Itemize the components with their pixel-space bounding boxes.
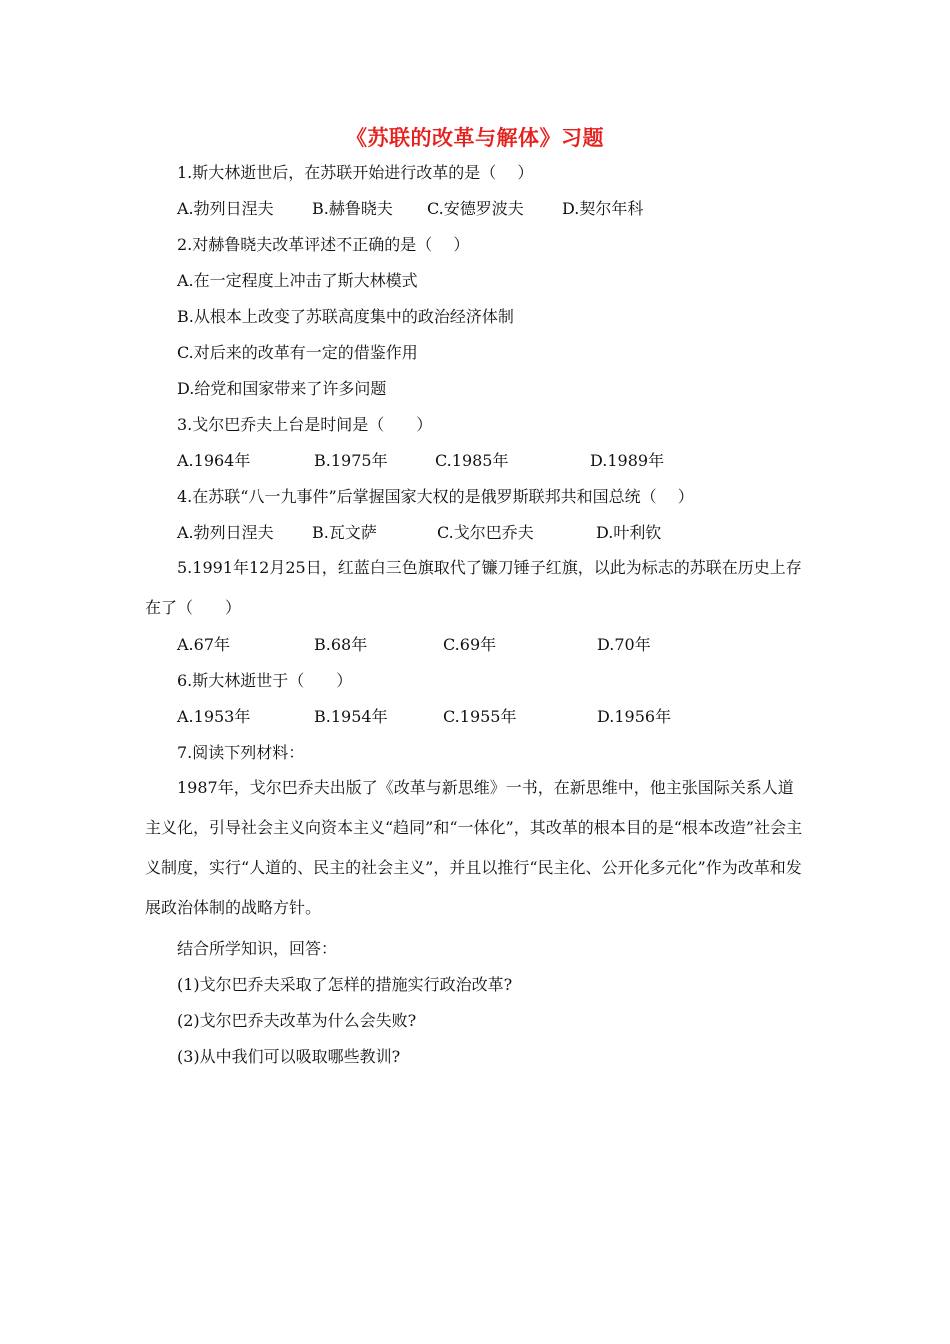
sub-question-3: (3)从中我们可以吸取哪些教训? [177, 1047, 401, 1066]
question-5-option-b: B.68年 [314, 635, 368, 654]
question-1-option-c: C.安德罗波夫 [427, 199, 524, 218]
question-2-option-a: A.在一定程度上冲击了斯大林模式 [177, 271, 418, 290]
question-5-option-a: A.67年 [177, 635, 231, 654]
question-2-option-d: D.给党和国家带来了许多问题 [177, 379, 387, 398]
question-6-option-d: D.1956年 [597, 707, 672, 726]
question-6-option-b: B.1954年 [314, 707, 388, 726]
question-6-option-a: A.1953年 [177, 707, 251, 726]
sub-question-2: (2)戈尔巴乔夫改革为什么会失败? [177, 1011, 417, 1030]
question-3-option-c: C.1985年 [435, 451, 509, 470]
question-5-stem: 5.1991年12月25日，红蓝白三色旗取代了镰刀锤子红旗，以此为标志的苏联在历史上存在了（ ） [145, 558, 802, 617]
question-1-stem: 1.斯大林逝世后，在苏联开始进行改革的是（ ） [177, 163, 534, 182]
question-4-stem: 4.在苏联“八一九事件”后掌握国家大权的是俄罗斯联邦共和国总统（ ） [177, 487, 694, 506]
answer-prompt: 结合所学知识，回答： [177, 939, 338, 958]
question-7-stem: 7.阅读下列材料： [177, 743, 305, 762]
question-3-stem: 3.戈尔巴乔夫上台是时间是（ ） [177, 415, 433, 434]
question-3-option-b: B.1975年 [314, 451, 388, 470]
question-5-option-d: D.70年 [597, 635, 651, 654]
question-6-stem: 6.斯大林逝世于（ ） [177, 671, 353, 690]
question-6-option-c: C.1955年 [443, 707, 517, 726]
question-2-stem: 2.对赫鲁晓夫改革评述不正确的是（ ） [177, 235, 470, 254]
page-title: 《苏联的改革与解体》习题 [346, 125, 604, 150]
reading-material: 1987年，戈尔巴乔夫出版了《改革与新思维》一书，在新思维中，他主张国际关系人道主义化，引导社会主义向资本主义“趋同”和“一体化”，其改革的根本目的是“根本改造”社会主义制度，实行“人道的、民主的社会主义”，并且以推行“民主化、公开化多元化”作为改革和发展政治体制的战略方针。 [145, 778, 803, 917]
sub-question-1: (1)戈尔巴乔夫采取了怎样的措施实行政治改革? [177, 975, 513, 994]
question-1-option-a: A.勃列日涅夫 [177, 199, 274, 218]
question-4-option-d: D.叶利钦 [596, 523, 662, 542]
question-4-option-b: B.瓦文萨 [312, 523, 377, 542]
question-4-option-c: C.戈尔巴乔夫 [437, 523, 534, 542]
question-3-option-d: D.1989年 [590, 451, 665, 470]
question-4-option-a: A.勃列日涅夫 [177, 523, 274, 542]
question-1-option-b: B.赫鲁晓夫 [312, 199, 393, 218]
question-1-option-d: D.契尔年科 [562, 199, 644, 218]
question-5-option-c: C.69年 [443, 635, 497, 654]
question-3-option-a: A.1964年 [177, 451, 251, 470]
question-2-option-b: B.从根本上改变了苏联高度集中的政治经济体制 [177, 307, 514, 326]
question-2-option-c: C.对后来的改革有一定的借鉴作用 [177, 343, 418, 362]
